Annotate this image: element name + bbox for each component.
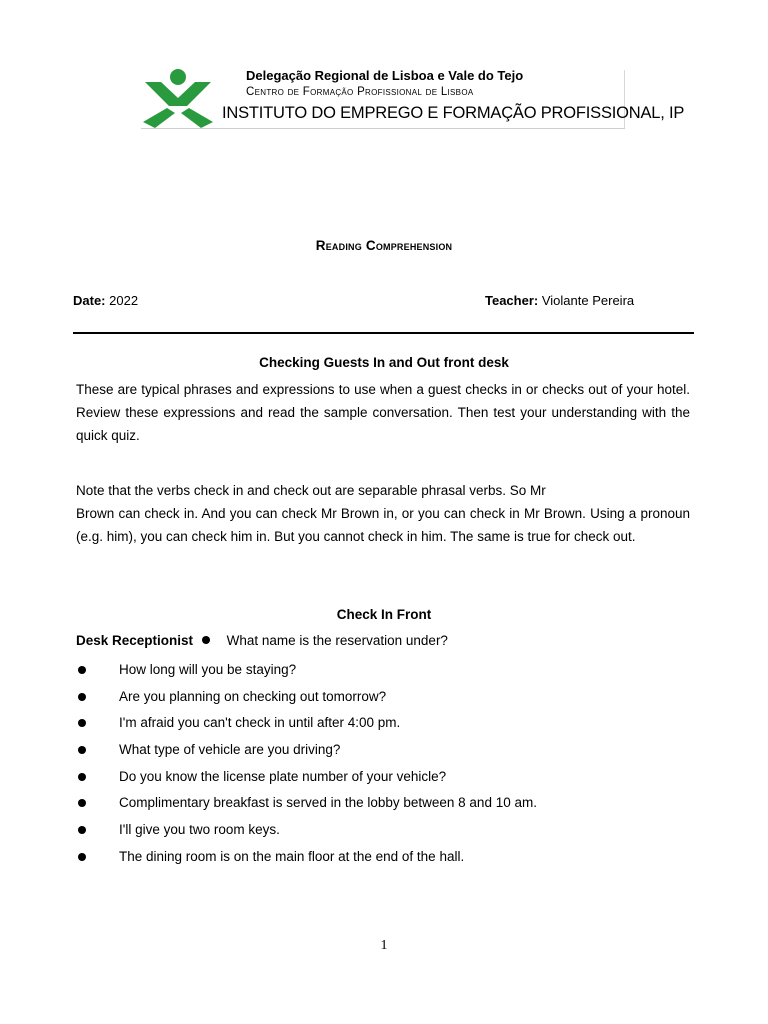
bullet-icon bbox=[78, 746, 86, 754]
note-paragraph bbox=[76, 479, 690, 548]
speaker-label: Desk Receptionist bbox=[76, 633, 194, 648]
iefp-logo bbox=[141, 66, 217, 130]
note-paragraph-line1: Note that the verbs check in and check out are separable phrasal verbs. So Mr bbox=[76, 483, 546, 498]
phrase-text: Do you know the license plate number of your vehicle? bbox=[119, 768, 447, 784]
phrase-text: Are you planning on checking out tomorrow? bbox=[119, 688, 387, 704]
phrase-text: Complimentary breakfast is served in the lobby between 8 and 10 am. bbox=[119, 795, 537, 811]
intro-paragraph-text: These are typical phrases and expressions to use when a guest checks in or checks out of your hotel. Review these expressions and read the sample conversation. Then test your understanding with the quick quiz. bbox=[76, 382, 690, 443]
section-title-checking-guests: Checking Guests In and Out front desk bbox=[259, 355, 509, 370]
section-title-check-in-front: Check In Front bbox=[336, 607, 432, 622]
bullet-icon bbox=[78, 666, 86, 674]
document-title: Reading Comprehension bbox=[315, 238, 453, 253]
bullet-icon bbox=[78, 719, 86, 727]
bullet-icon bbox=[202, 636, 210, 644]
phrase-text: How long will you be staying? bbox=[119, 662, 297, 677]
first-phrase: What name is the reservation under? bbox=[226, 633, 448, 648]
header-divider bbox=[141, 128, 625, 129]
speaker-row bbox=[76, 633, 448, 648]
note-paragraph-rest: Brown can check in. And you can check Mr Brown in, or you can check in Mr Brown. Using a pronoun (e.g. him), you can check him in. But you cannot check in him. The same is true for check out. bbox=[76, 506, 690, 544]
intro-paragraph bbox=[76, 378, 690, 447]
bullet-icon bbox=[78, 853, 86, 861]
org-training-centre: Centro de Formação Profissional de Lisboa bbox=[246, 86, 474, 98]
page-number: 1 bbox=[380, 938, 388, 953]
date-field bbox=[73, 293, 138, 308]
teacher-value: Violante Pereira bbox=[541, 293, 635, 308]
iefp-logo-icon bbox=[141, 66, 217, 130]
phrase-text: The dining room is on the main floor at the end of the hall. bbox=[119, 848, 465, 864]
bullet-icon bbox=[78, 799, 86, 807]
date-label: Date: bbox=[73, 293, 106, 308]
phrase-text: What type of vehicle are you driving? bbox=[119, 742, 341, 758]
bullet-icon bbox=[78, 826, 86, 834]
bullet-icon bbox=[78, 693, 86, 701]
meta-divider bbox=[73, 332, 694, 334]
phrase-text: I'll give you two room keys. bbox=[119, 822, 280, 838]
date-value: 2022 bbox=[109, 293, 139, 308]
bullet-icon bbox=[78, 773, 86, 781]
phrase-text: I'm afraid you can't check in until after 4:00 pm. bbox=[119, 715, 401, 731]
teacher-field bbox=[485, 293, 634, 308]
teacher-label: Teacher: bbox=[485, 293, 539, 308]
org-regional-delegation: Delegação Regional de Lisboa e Vale do Tejo bbox=[246, 68, 524, 83]
org-institute-name: INSTITUTO DO EMPREGO E FORMAÇÃO PROFISSIONAL, IP bbox=[222, 104, 685, 122]
